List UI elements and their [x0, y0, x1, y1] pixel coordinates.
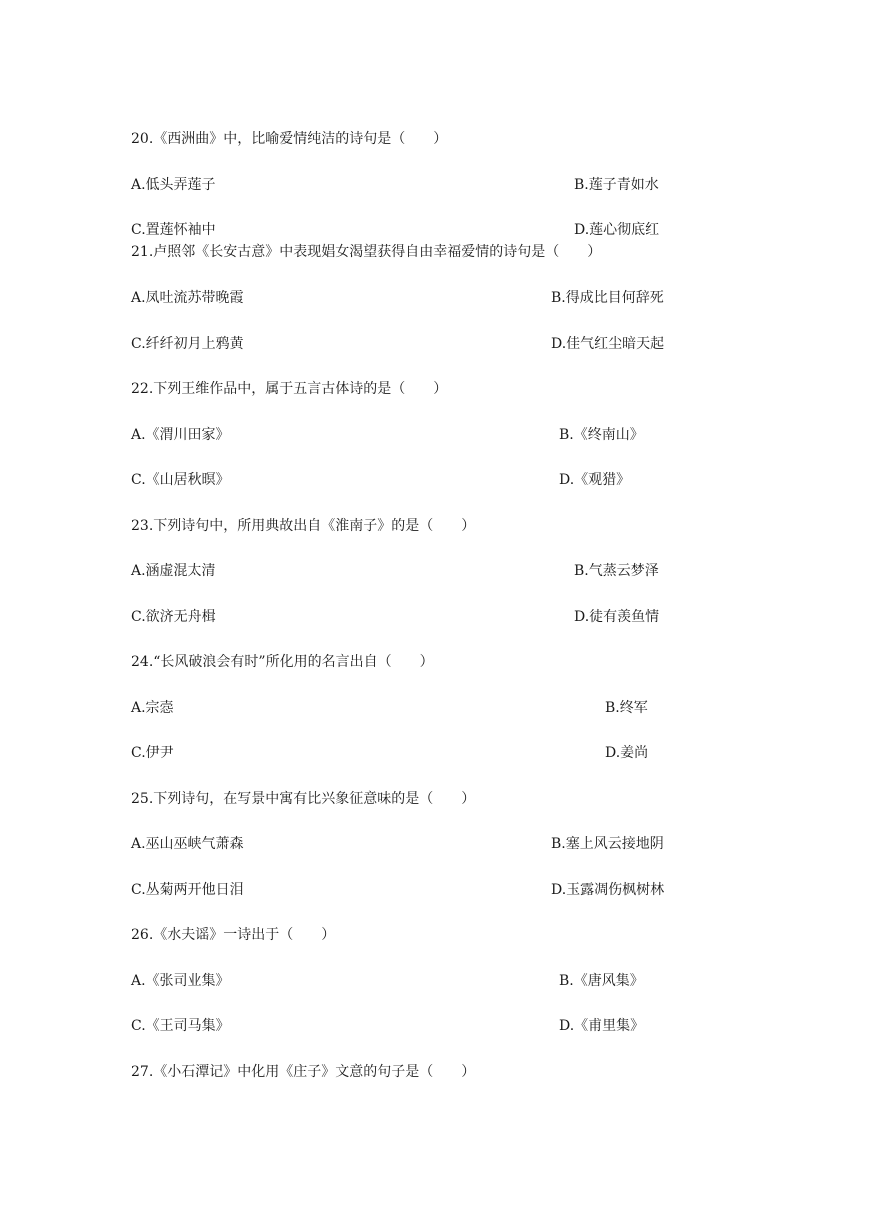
- question-27-stem: 27.《小石潭记》中化用《庄子》文意的句子是（ ）: [131, 1064, 476, 1080]
- question-26-option-a: A.《张司业集》: [131, 973, 230, 989]
- question-23-stem: 23.下列诗句中，所用典故出自《淮南子》的是（ ）: [131, 518, 476, 534]
- question-20-option-c: C.置莲怀袖中: [131, 222, 216, 238]
- question-22-option-a: A.《渭川田家》: [131, 427, 230, 443]
- question-26-stem: 26.《水夫谣》一诗出于（ ）: [131, 927, 336, 943]
- question-24-option-c: C.伊尹: [131, 745, 174, 761]
- question-21-option-b: B.得成比目何辞死: [551, 290, 664, 306]
- question-25-option-b: B.塞上风云接地阴: [551, 836, 664, 852]
- question-26-option-c: C.《王司马集》: [131, 1018, 230, 1034]
- question-24-stem: 24.“长风破浪会有时”所化用的名言出自（ ）: [131, 654, 434, 670]
- question-24-option-d: D.姜尚: [605, 745, 649, 761]
- question-25-stem: 25.下列诗句，在写景中寓有比兴象征意味的是（ ）: [131, 791, 476, 807]
- question-20-stem: 20.《西洲曲》中，比喻爱情纯洁的诗句是（ ）: [131, 131, 448, 147]
- question-26-option-b: B.《唐风集》: [559, 973, 644, 989]
- question-23-option-d: D.徒有羡鱼情: [574, 609, 660, 625]
- question-23-option-c: C.欲济无舟楫: [131, 609, 216, 625]
- question-22-stem: 22.下列王维作品中，属于五言古体诗的是（ ）: [131, 381, 448, 397]
- question-26-option-d: D.《甫里集》: [559, 1018, 645, 1034]
- question-21-option-d: D.佳气红尘暗天起: [551, 336, 665, 352]
- question-24-option-a: A.宗悫: [131, 700, 174, 716]
- question-20-option-b: B.莲子青如水: [574, 177, 659, 193]
- question-25-option-c: C.丛菊两开他日泪: [131, 882, 244, 898]
- question-24-option-b: B.终军: [605, 700, 648, 716]
- question-21-option-c: C.纤纤初月上鸦黄: [131, 336, 244, 352]
- question-21-option-a: A.凤吐流苏带晚霞: [131, 290, 244, 306]
- question-22-option-c: C.《山居秋暝》: [131, 472, 230, 488]
- question-20-option-d: D.莲心彻底红: [574, 222, 660, 238]
- question-23-option-a: A.涵虚混太清: [131, 563, 216, 579]
- question-23-option-b: B.气蒸云梦泽: [574, 563, 659, 579]
- question-25-option-d: D.玉露凋伤枫树林: [551, 882, 665, 898]
- question-25-option-a: A.巫山巫峡气萧森: [131, 836, 244, 852]
- question-22-option-b: B.《终南山》: [559, 427, 644, 443]
- question-20-option-a: A.低头弄莲子: [131, 177, 216, 193]
- question-22-option-d: D.《观猎》: [559, 472, 631, 488]
- question-21-stem: 21.卢照邻《长安古意》中表现娼女渴望获得自由幸福爱情的诗句是（ ）: [131, 244, 602, 260]
